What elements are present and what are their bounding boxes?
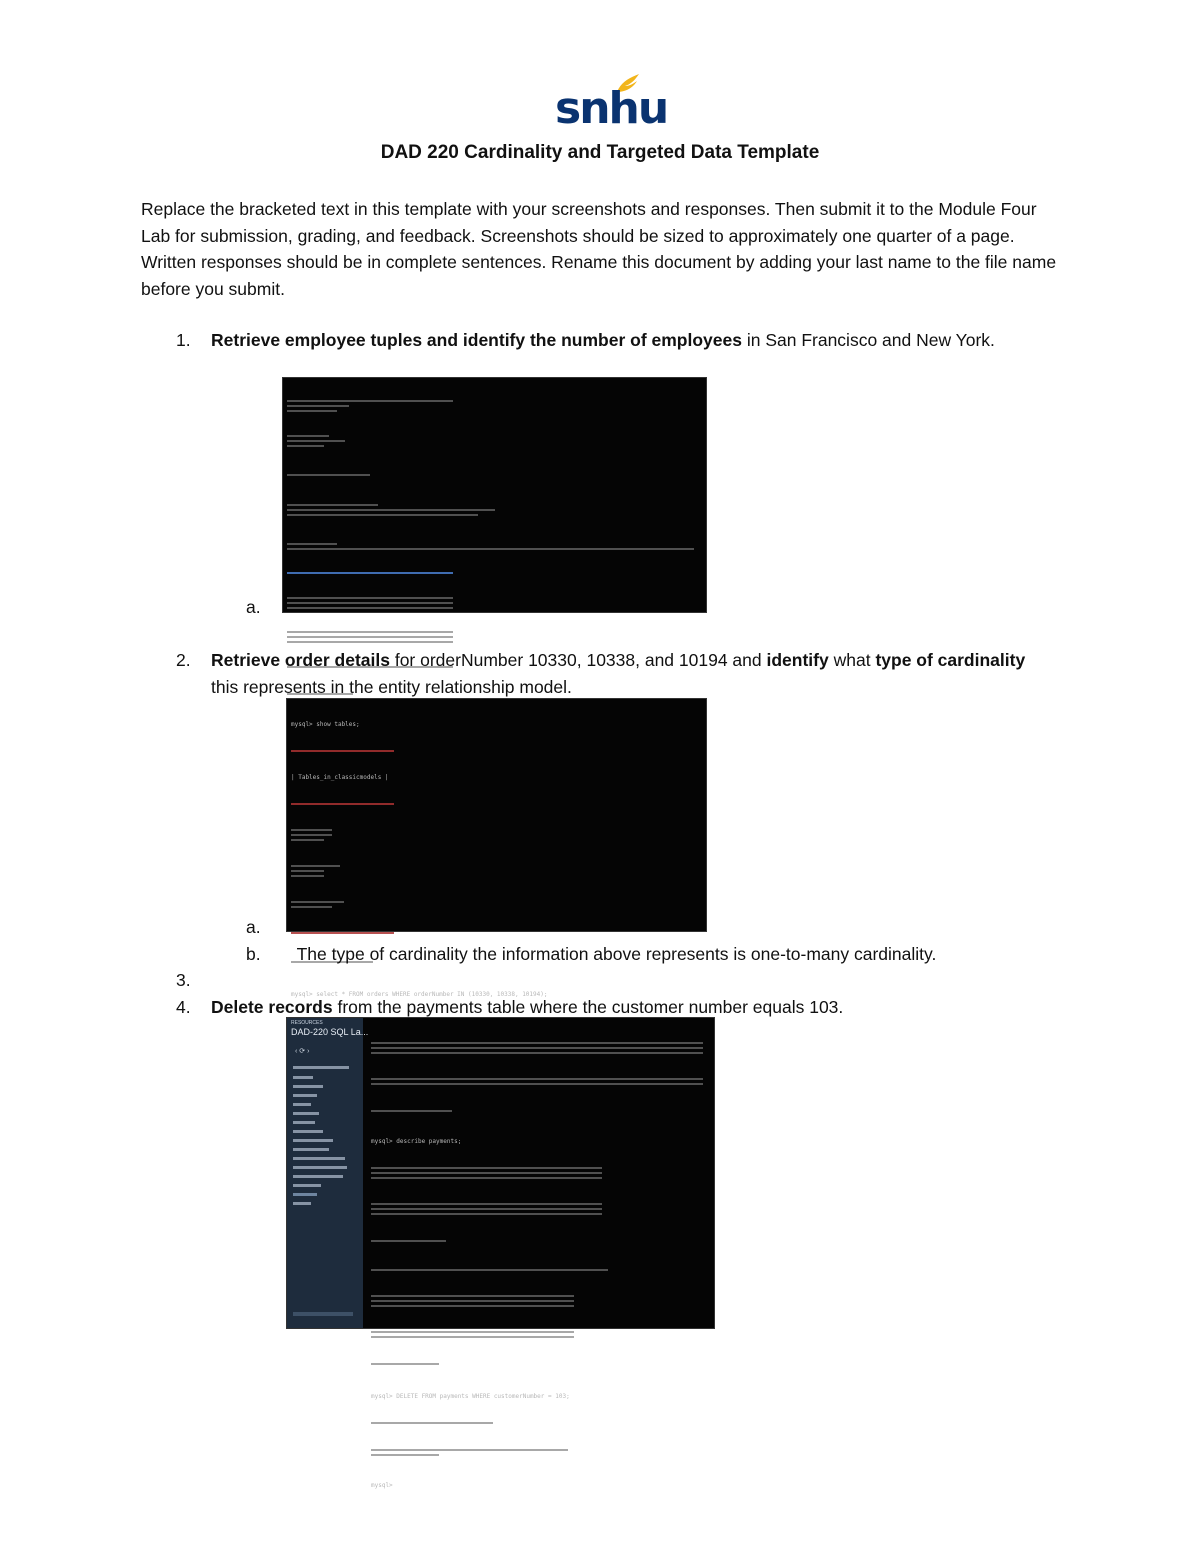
document-title: DAD 220 Cardinality and Targeted Data Template (380, 142, 820, 163)
item-text: this represents in the entity relationship model. (211, 676, 572, 697)
terminal-line: | Tables_in_classicmodels | (291, 774, 389, 781)
terminal-line: mysql> DELETE FROM payments WHERE customerNumber = 103; (371, 1393, 570, 1400)
item-bold-text: Retrieve order details (211, 650, 390, 670)
sub-item-2a (246, 914, 261, 941)
terminal-line: mysql> describe payments; (371, 1138, 462, 1145)
sidebar-title: DAD-220 SQL La... (291, 1027, 369, 1037)
item-text: from the payments table where the customer number equals 103. (332, 997, 844, 1017)
sub-item-2b (246, 941, 936, 968)
item-bold-text: Delete records (211, 997, 333, 1017)
item-bold-text: identify (766, 650, 829, 670)
item-text: in San Francisco and New York. (741, 330, 995, 350)
terminal-output (367, 1018, 714, 1511)
list-number: 2. (176, 650, 191, 670)
sub-letter: a. (246, 597, 261, 617)
terminal-prompt: mysql> (371, 1482, 397, 1489)
list-number: 1. (176, 330, 191, 350)
screenshot-employees-query (282, 377, 707, 613)
sub-letter: b. (246, 944, 261, 964)
logo-wordmark: snhu (555, 83, 668, 134)
snhu-logo (555, 72, 668, 134)
item-text: what (828, 650, 876, 670)
cardinality-answer: The type of cardinality the information above represents is one-to-many cardinality. (296, 944, 937, 964)
item-text: for orderNumber 10330, 10338, and 10194 and (389, 650, 767, 670)
sidebar-header: RESOURCES (291, 1020, 323, 1026)
sidebar-scrollbar[interactable] (293, 1312, 353, 1316)
list-item-1 (176, 327, 1046, 354)
terminal-line: mysql> select * FROM orders WHERE orderNumber IN (10330, 10338, 10194); (291, 991, 548, 998)
list-number: 4. (176, 997, 191, 1017)
nav-arrows: ‹ ⟳ › (295, 1048, 310, 1055)
item-bold-text: type of cardinality (875, 650, 1026, 670)
item-bold-text: Retrieve employee tuples and identify the number of employees (211, 330, 742, 350)
sub-item-1a (246, 594, 261, 621)
lab-sidebar (287, 1018, 369, 1328)
terminal-line: mysql> show tables; (291, 721, 360, 728)
list-item-2 (176, 647, 1046, 700)
sub-letter: a. (246, 917, 261, 937)
screenshot-delete-payments (286, 1017, 715, 1489)
intro-paragraph: Replace the bracketed text in this template with your screenshots and responses. Then submit it to the Module Four Lab for submission, grading, and feedback. Screenshots should be sized to approximately one quarter of a page. Written responses should be in complete sentences. Rename this document by adding your last name to the file name before you submit. (141, 199, 1057, 299)
list-number: 3. (176, 970, 191, 990)
